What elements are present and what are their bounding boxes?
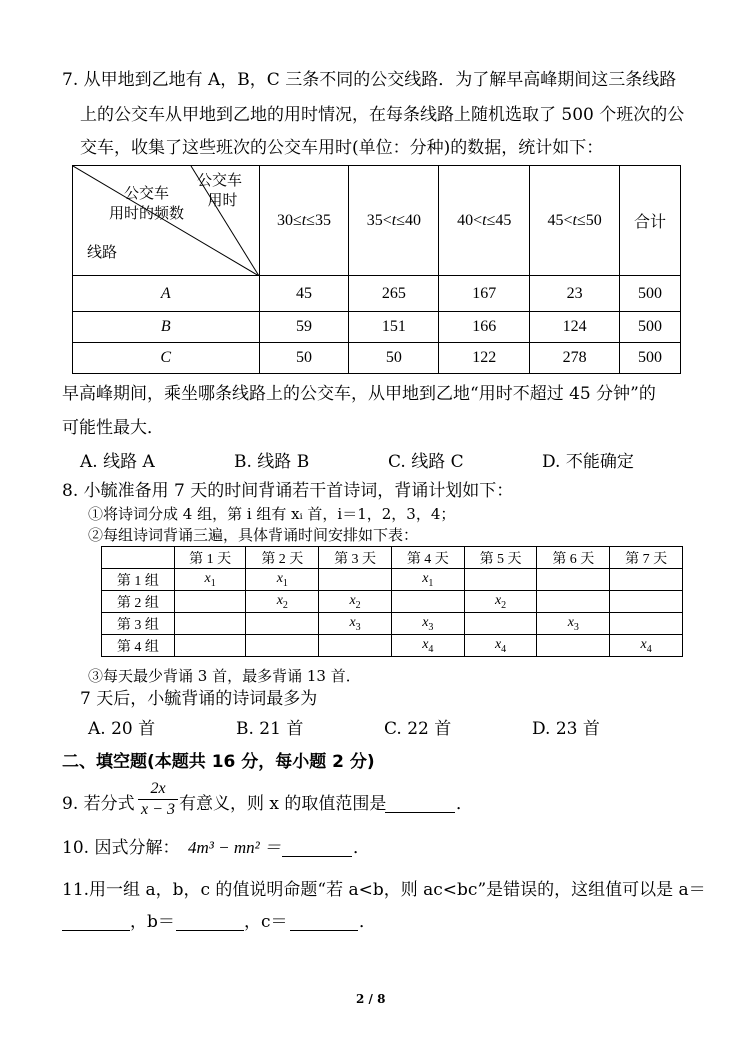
bus-time-table: [72, 165, 681, 374]
cell: 45: [259, 276, 349, 312]
group-label: 第 2 组: [102, 591, 175, 613]
table-row: 第 3 组 $x_3$ $x_3$ $x_3$: [102, 613, 683, 635]
row-label-a: A: [73, 276, 260, 312]
cell: 500: [620, 276, 681, 312]
q8-option-b[interactable]: B. 21 首: [236, 719, 304, 739]
table-row: [73, 276, 681, 312]
q7-option-b[interactable]: B. 线路 B: [234, 452, 310, 472]
header-35-40: 35<t≤40: [349, 166, 439, 276]
q9-suffix: 有意义，则 x 的取值范围是: [179, 794, 387, 814]
q11-c-blank[interactable]: [290, 914, 358, 931]
cell: 500: [620, 343, 681, 374]
q7-line2: 上的公交车从甲地到乙地的用时情况，在每条线路上随机选取了 500 个班次的公: [80, 105, 685, 125]
q8-option-a[interactable]: A. 20 首: [88, 719, 156, 739]
q9-prefix: 9. 若分式: [62, 794, 135, 814]
q9-answer-blank[interactable]: [385, 796, 455, 813]
header-day: 第 1 天: [174, 547, 246, 569]
q8-step1: ①将诗词分成 4 组，第 i 组有 xᵢ 首，i＝1，2，3，4；: [88, 505, 456, 523]
q8-option-c[interactable]: C. 22 首: [384, 719, 452, 739]
q11-line1: 11.用一组 a，b，c 的值说明命题“若 a<b，则 ac<bc”是错误的，这组值可以是 a＝: [62, 880, 706, 900]
q8-option-d[interactable]: D. 23 首: [532, 719, 600, 739]
header-day: 第 7 天: [610, 547, 683, 569]
q7-after2: 可能性最大．: [62, 418, 164, 438]
q7-after1: 早高峰期间，乘坐哪条线路上的公交车，从甲地到乙地“用时不超过 45 分钟”的: [62, 384, 656, 404]
row-label-c: C: [73, 343, 260, 374]
table-row: 第 4 组 $x_4$ $x_4$ $x_4$: [102, 635, 683, 657]
header-day: 第 2 天: [246, 547, 319, 569]
q7-option-c[interactable]: C. 线路 C: [388, 452, 464, 472]
header-day: 第 3 天: [319, 547, 392, 569]
q9-fraction: [138, 780, 178, 819]
group-label: 第 1 组: [102, 569, 175, 591]
q8-step2: ②每组诗词背诵三遍，具体背诵时间安排如下表：: [88, 526, 419, 544]
cell: 23: [530, 276, 620, 312]
q7-option-a[interactable]: A. 线路 A: [80, 452, 155, 472]
q11-a-blank[interactable]: [62, 914, 130, 931]
cell: 265: [349, 276, 439, 312]
cell: 166: [439, 312, 530, 343]
fraction-denominator: x − 3: [141, 801, 175, 818]
q7-option-d[interactable]: D. 不能确定: [542, 452, 634, 472]
cell: 500: [620, 312, 681, 343]
row-label-b: B: [73, 312, 260, 343]
q10-answer-blank[interactable]: [282, 840, 352, 857]
corner-label-freq: 公交车 用时的频数: [109, 186, 185, 222]
group-label: 第 4 组: [102, 635, 175, 657]
q10-expression: 4m³ − mn² ＝: [188, 838, 281, 857]
fraction-numerator: 2x: [150, 780, 166, 797]
recitation-schedule-table: [101, 546, 683, 657]
header-day: 第 5 天: [464, 547, 537, 569]
cell: 278: [530, 343, 620, 374]
page-number: 2 / 8: [356, 992, 386, 1006]
fraction-bar: [138, 799, 178, 800]
table-corner-cell: [73, 166, 260, 276]
q10-prefix: 10. 因式分解：: [62, 838, 180, 858]
section-heading: 二、填空题(本题共 16 分，每小题 2 分): [62, 752, 375, 772]
q8-step3: ③每天最少背诵 3 首，最多背诵 13 首．: [88, 667, 361, 685]
header-total: 合计: [620, 166, 681, 276]
table-row: 第 1 组 $x_1$ $x_1$ $x_1$: [102, 569, 683, 591]
cell: 151: [349, 312, 439, 343]
cell: 124: [530, 312, 620, 343]
group-label: 第 3 组: [102, 613, 175, 635]
table-row: [73, 312, 681, 343]
corner-label-time: 公交车 用时: [197, 173, 243, 209]
q7-line3: 交车，收集了这些班次的公交车用时(单位：分种)的数据，统计如下：: [80, 138, 604, 158]
table-row: [73, 343, 681, 374]
header-40-45: 40<t≤45: [439, 166, 530, 276]
header-day: 第 6 天: [537, 547, 610, 569]
table-row: 第 2 组 $x_2$ $x_2$ $x_2$: [102, 591, 683, 613]
q11-b-blank[interactable]: [176, 914, 244, 931]
cell: 167: [439, 276, 530, 312]
header-day: 第 4 天: [391, 547, 464, 569]
q8-line1: 8. 小毓准备用 7 天的时间背诵若干首诗词，背诵计划如下：: [62, 481, 514, 501]
cell: 59: [259, 312, 349, 343]
corner-label-route: 线路: [87, 245, 118, 261]
q7-line1: 7. 从甲地到乙地有 A，B，C 三条不同的公交线路．为了解早高峰期间这三条线路: [62, 70, 677, 90]
q8-question: 7 天后，小毓背诵的诗词最多为: [80, 689, 318, 709]
cell: 50: [259, 343, 349, 374]
cell: 122: [439, 343, 530, 374]
header-45-50: 45<t≤50: [530, 166, 620, 276]
cell: 50: [349, 343, 439, 374]
header-30-35: 30≤t≤35: [259, 166, 349, 276]
